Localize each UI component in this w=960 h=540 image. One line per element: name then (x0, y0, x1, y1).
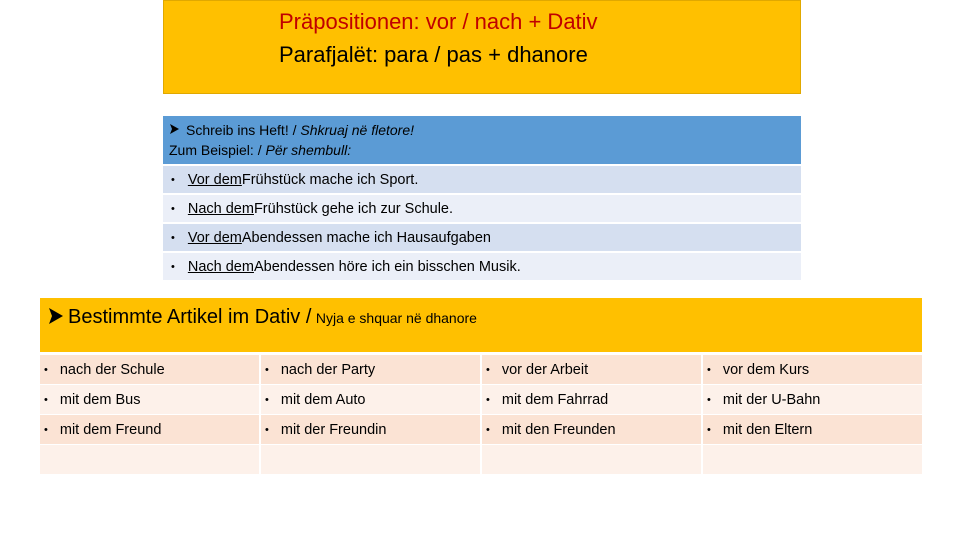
preposition: Nach dem (187, 258, 254, 275)
bullet-icon: • (171, 173, 175, 186)
table-cell (703, 445, 922, 474)
sentence-rest: Abendessen mache ich Hausaufgaben (241, 229, 491, 246)
example-de: Zum Beispiel: / (169, 142, 262, 158)
title-box (163, 0, 801, 94)
table-cell (482, 355, 701, 384)
example-row (163, 195, 801, 222)
instruction-de: Schreib ins Heft! / (186, 122, 297, 138)
cell-text: nach der Party (280, 361, 376, 378)
cell-text: mit der U-Bahn (722, 391, 821, 408)
table-cell (261, 445, 480, 474)
example-sq: Për shembull: (265, 142, 352, 158)
sentence-rest: Abendessen höre ich ein bisschen Musik. (253, 258, 521, 275)
title-german: Präpositionen: vor / nach + Dativ (279, 9, 598, 34)
cell-text: vor dem Kurs (722, 361, 810, 378)
example-row (163, 166, 801, 193)
instruction-line (169, 120, 795, 140)
table-cell (482, 415, 701, 444)
bullet-icon: • (486, 423, 490, 436)
cell-text: mit der Freundin (280, 421, 387, 438)
bullet-icon: • (486, 393, 490, 406)
sentence-rest: Frühstück mache ich Sport. (241, 171, 419, 188)
example-row (163, 224, 801, 251)
table-cell (261, 385, 480, 414)
table-cell (261, 415, 480, 444)
bullet-icon: • (707, 363, 711, 376)
articles-heading-sq: Nyja e shquar në dhanore (315, 310, 477, 326)
cell-text: mit dem Fahrrad (501, 391, 609, 408)
cell-text: vor der Arbeit (501, 361, 589, 378)
exercise-table (163, 116, 801, 280)
bullet-icon: • (44, 363, 48, 376)
table-cell (40, 385, 259, 414)
instruction-sq: Shkruaj në fletore! (300, 122, 415, 138)
table-cell (482, 445, 701, 474)
table-cell (261, 355, 480, 384)
cell-text: mit dem Freund (59, 421, 162, 438)
bullet-icon: • (171, 231, 175, 244)
bullet-icon: • (707, 393, 711, 406)
cell-text: mit den Freunden (501, 421, 616, 438)
bullet-icon: • (486, 363, 490, 376)
cell-text: mit dem Auto (280, 391, 366, 408)
table-cell (40, 445, 259, 474)
table-row (40, 385, 922, 414)
table-row (40, 415, 922, 444)
table-cell (40, 355, 259, 384)
bullet-icon: • (265, 393, 269, 406)
preposition: Vor dem (187, 171, 242, 188)
cell-text: mit den Eltern (722, 421, 813, 438)
table-cell (482, 385, 701, 414)
bullet-icon: • (171, 260, 175, 273)
preposition: Nach dem (187, 200, 254, 217)
preposition: Vor dem (187, 229, 242, 246)
bullet-icon: • (44, 423, 48, 436)
bullet-icon: • (265, 423, 269, 436)
cell-text: mit dem Bus (59, 391, 141, 408)
arrowhead-bullet-icon (169, 122, 180, 138)
table-cell (703, 355, 922, 384)
example-row (163, 253, 801, 280)
bullet-icon: • (171, 202, 175, 215)
title-albanian: Parafjalët: para / pas + dhanore (279, 42, 588, 67)
table-cell (40, 415, 259, 444)
arrowhead-bullet-icon (48, 310, 68, 327)
articles-heading (40, 298, 922, 352)
sentence-rest: Frühstück gehe ich zur Schule. (253, 200, 454, 217)
table-cell (703, 415, 922, 444)
table-cell (703, 385, 922, 414)
bullet-icon: • (707, 423, 711, 436)
articles-heading-de: Bestimmte Artikel im Dativ / (68, 306, 312, 328)
cell-text: nach der Schule (59, 361, 165, 378)
articles-grid (40, 355, 922, 475)
bullet-icon: • (265, 363, 269, 376)
exercise-header (163, 116, 801, 164)
table-row (40, 355, 922, 384)
table-row-empty (40, 445, 922, 474)
bullet-icon: • (44, 393, 48, 406)
example-line (169, 140, 795, 160)
